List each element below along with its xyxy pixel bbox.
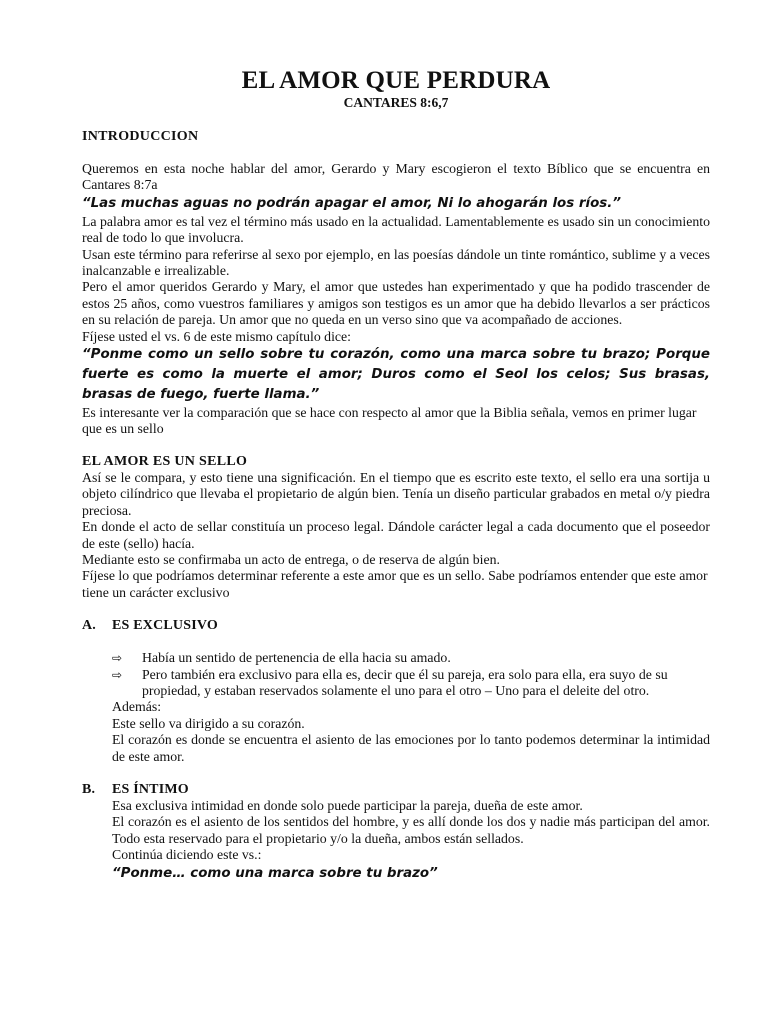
intro-paragraph-2: La palabra amor es tal vez el término más usado en la actualidad. Lamentablemente es usado sin un conocimiento real de todo lo que involucra.	[82, 213, 710, 246]
section-a-paragraph-1: Además:	[112, 699, 162, 715]
spacer	[82, 438, 710, 454]
list-item-text: Pero también era exclusivo para ella es, decir que él su pareja, era solo para ella, era suyo de su propiedad, y estaban reservados solamente el uno para el otro – Uno para el deleite del otro.	[142, 666, 668, 698]
sello-paragraph-2: En donde el acto de sellar constituía un proceso legal. Dándole carácter legal a cada documento que el poseedor de este (sello) hacía.	[82, 519, 710, 551]
intro-heading: INTRODUCCION	[82, 129, 199, 144]
intro-paragraph-3: Usan este término para referirse al sexo por ejemplo, en las poesías dándole un tinte romántico, sublime y a veces inalcanzable e irrealizable.	[82, 246, 710, 279]
list-item-text: Había un sentido de pertenencia de ella hacia su amado.	[142, 650, 451, 666]
section-b-heading	[82, 781, 710, 798]
section-b-paragraph-3: Continúa diciendo este vs.:	[112, 847, 262, 863]
intro-quote-2: “Ponme como un sello sobre tu corazón, como una marca sobre tu brazo; Porque fuerte es como la muerte el amor; Duros como el Seol los celos; Sus brasas, brasas de fuego, fuerte llama.”	[82, 347, 710, 403]
spacer	[82, 765, 710, 781]
sello-paragraph-1: Así se le compara, y esto tiene una significación. En el tiempo que es escrito este texto, el sello era una sortija u objeto cilíndrico que llevaba el propietario de algún bien. Tenía un diseño particular grabados en metal o/y piedra preciosa.	[82, 469, 710, 518]
arrow-right-icon: ⇨	[112, 651, 123, 666]
sello-paragraph-3: Mediante esto se confirmaba un acto de entrega, o de reserva de algún bien.	[82, 551, 500, 567]
intro-paragraph-5: Fíjese usted el vs. 6 de este mismo capítulo dice:	[82, 328, 351, 344]
document-subtitle: CANTARES 8:6,7	[343, 95, 449, 110]
section-a-heading	[82, 617, 710, 634]
sello-paragraph-4: Fíjese lo que podríamos determinar referente a este amor que es un sello. Sabe podríamos entender que este amor tiene un carácter exclusivo	[82, 568, 708, 600]
document-title: EL AMOR QUE PERDURA	[241, 67, 551, 94]
section-b-paragraph-1: Esa exclusiva intimidad en donde solo puede participar la pareja, dueña de este amor.	[112, 797, 583, 813]
section-letter: A.	[82, 618, 97, 634]
spacer	[82, 634, 710, 650]
intro-paragraph-6: Es interesante ver la comparación que se hace con respecto al amor que la Biblia señala, vemos en primer lugar que es un sello	[82, 405, 697, 437]
section-title: ES EXCLUSIVO	[112, 618, 218, 634]
sello-heading: EL AMOR ES UN SELLO	[82, 453, 248, 469]
intro-paragraph-1: Queremos en esta noche hablar del amor, Gerardo y Mary escogieron el texto Bíblico que se encuentra en Cantares 8:7a	[82, 161, 710, 193]
section-b-paragraph-2: El corazón es el asiento de los sentidos del hombre, y es allí donde los dos y nadie más participan del amor. Todo esta reservado para el propietario y/o la dueña, ambos están sellados.	[112, 814, 710, 846]
section-letter: B.	[82, 781, 96, 797]
intro-paragraph-4: Pero el amor queridos Gerardo y Mary, el amor que ustedes han experimentado y que ha podido trascender de estos 25 años, como vuestros familiares y amigos son testigos es un amor que ha debido llevarlos a ser prácticos en su relación de pareja. Un amor que no queda en un verso sino que va acompañado de acciones.	[82, 279, 710, 328]
section-a-bullet-list	[82, 650, 710, 699]
arrow-right-icon: ⇨	[112, 667, 123, 682]
spacer	[82, 601, 710, 617]
list-item	[112, 667, 710, 700]
section-title: ES ÍNTIMO	[112, 781, 189, 797]
intro-quote-1: “Las muchas aguas no podrán apagar el amor, Ni lo ahogarán los ríos.”	[82, 195, 621, 211]
list-item	[112, 650, 710, 666]
section-b-quote: “Ponme… como una marca sobre tu brazo”	[112, 865, 438, 881]
section-a-paragraph-3: El corazón es donde se encuentra el asiento de las emociones por lo tanto podemos determinar la intimidad de este amor.	[112, 732, 710, 764]
section-a-paragraph-2: Este sello va dirigido a su corazón.	[112, 715, 305, 731]
spacer	[82, 145, 710, 161]
